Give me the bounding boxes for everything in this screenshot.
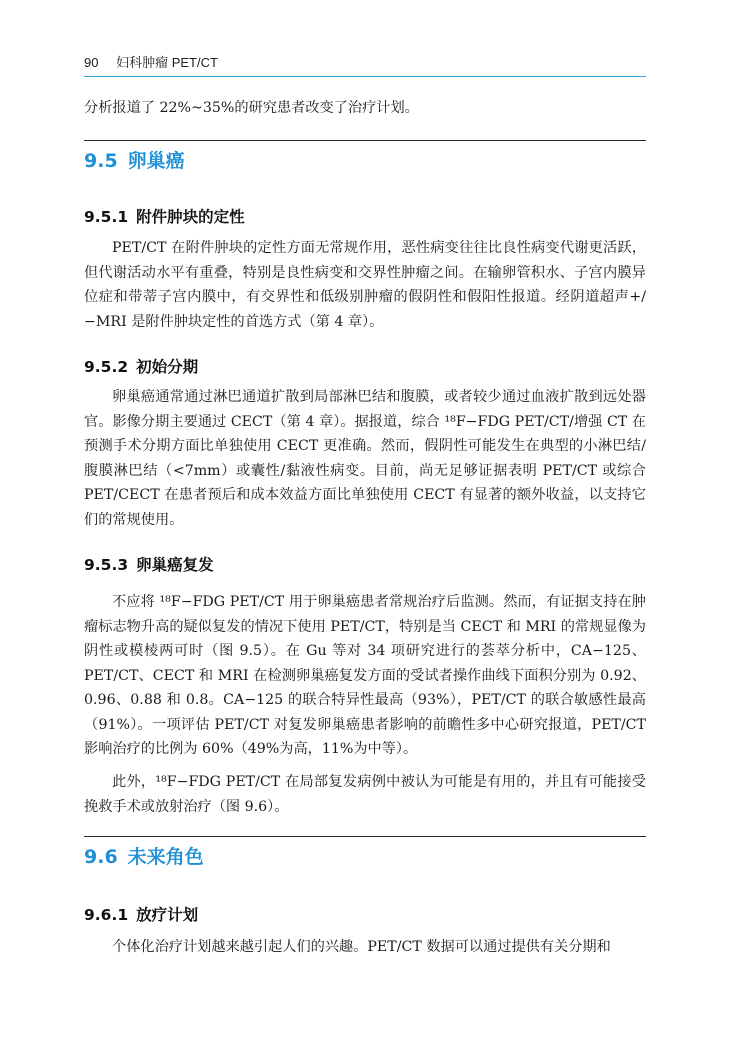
paragraph-9-5-1: PET/CT 在附件肿块的定性方面无常规作用，恶性病变往往比良性病变代谢更活跃，但代谢活动水平有重叠，特别是良性病变和交界性肿瘤之间。在输卵管积水、子宫内膜异位症和带蒂子宫内膜中，有交界性和低级别肿瘤的假阴性和假阳性报道。经阴道超声+/−MRI 是附件肿块定性的首选方式（第 4 章）。 — [84, 240, 646, 330]
subsection-heading-9-5-1 — [84, 205, 245, 227]
book-title: 妇科肿瘤 PET/CT — [116, 55, 218, 70]
paragraph-9-5-2: 卵巢癌通常通过淋巴通道扩散到局部淋巴结和腹膜，或者较少通过血液扩散到远处器官。影像分期主要通过 CECT（第 4 章）。据报道，综合 ¹⁸F−FDG PET/CT/增强 CT 在预测手术分期方面比单独使用 CECT 更准确。然而，假阴性可能发生在典型的小淋巴结/腹膜淋巴结（<7mm）或囊性/黏液性病变。目前，尚无足够证据表明 PET/CT 或综合 PET/CECT 在患者预后和成本效益方面比单独使用 CECT 有显著的额外收益，以支持它们的常规使用。 — [84, 389, 646, 528]
subsection-heading-9-5-2 — [84, 355, 198, 377]
section-number: 9.5 — [84, 150, 118, 172]
header-rule — [84, 76, 646, 77]
section-rule — [84, 836, 646, 837]
intro-paragraph: 分析报道了 22%~35%的研究患者改变了治疗计划。 — [84, 100, 419, 116]
paragraph-9-5-3-b: 此外，¹⁸F−FDG PET/CT 在局部复发病例中被认为可能是有用的，并且有可能接受挽救手术或放射治疗（图 9.6）。 — [84, 774, 646, 815]
paragraph-9-5-3-a: 不应将 ¹⁸F−FDG PET/CT 用于卵巢癌患者常规治疗后监测。然而，有证据支持在肿瘤标志物升高的疑似复发的情况下使用 PET/CT，特别是当 CECT 和 MRI 的常规显像为阴性或模棱两可时（图 9.5）。在 Gu 等对 34 项研究进行的荟萃分析中，CA−125、PET/CT、CECT 和 MRI 在检测卵巢癌复发方面的受试者操作曲线下面积分别为 0.92、0.96、0.88 和 0.8。CA−125 的联合特异性最高（93%），PET/CT 的联合敏感性最高（91%）。一项评估 PET/CT 对复发卵巢癌患者影响的前瞻性多中心研究报道，PET/CT 影响治疗的比例为 60%（49%为高，11%为中等）。 — [84, 594, 646, 757]
subsection-number: 9.6.1 — [84, 906, 129, 924]
subsection-number: 9.5.1 — [84, 208, 129, 226]
subsection-title: 卵巢癌复发 — [136, 556, 214, 574]
subsection-heading-9-5-3 — [84, 553, 214, 575]
section-heading-9-5 — [84, 146, 185, 173]
subsection-title: 附件肿块的定性 — [136, 208, 245, 226]
section-rule — [84, 140, 646, 141]
subsection-heading-9-6-1 — [84, 903, 198, 925]
section-number: 9.6 — [84, 846, 118, 868]
section-heading-9-6 — [84, 842, 204, 869]
subsection-title: 放疗计划 — [136, 906, 199, 924]
paragraph-9-6-1: 个体化治疗计划越来越引起人们的兴趣。PET/CT 数据可以通过提供有关分期和 — [112, 939, 611, 955]
running-header — [84, 52, 218, 71]
subsection-number: 9.5.3 — [84, 556, 129, 574]
subsection-number: 9.5.2 — [84, 358, 129, 376]
section-title: 卵巢癌 — [127, 150, 185, 172]
section-title: 未来角色 — [127, 846, 204, 868]
page-number: 90 — [84, 55, 99, 70]
subsection-title: 初始分期 — [136, 358, 199, 376]
